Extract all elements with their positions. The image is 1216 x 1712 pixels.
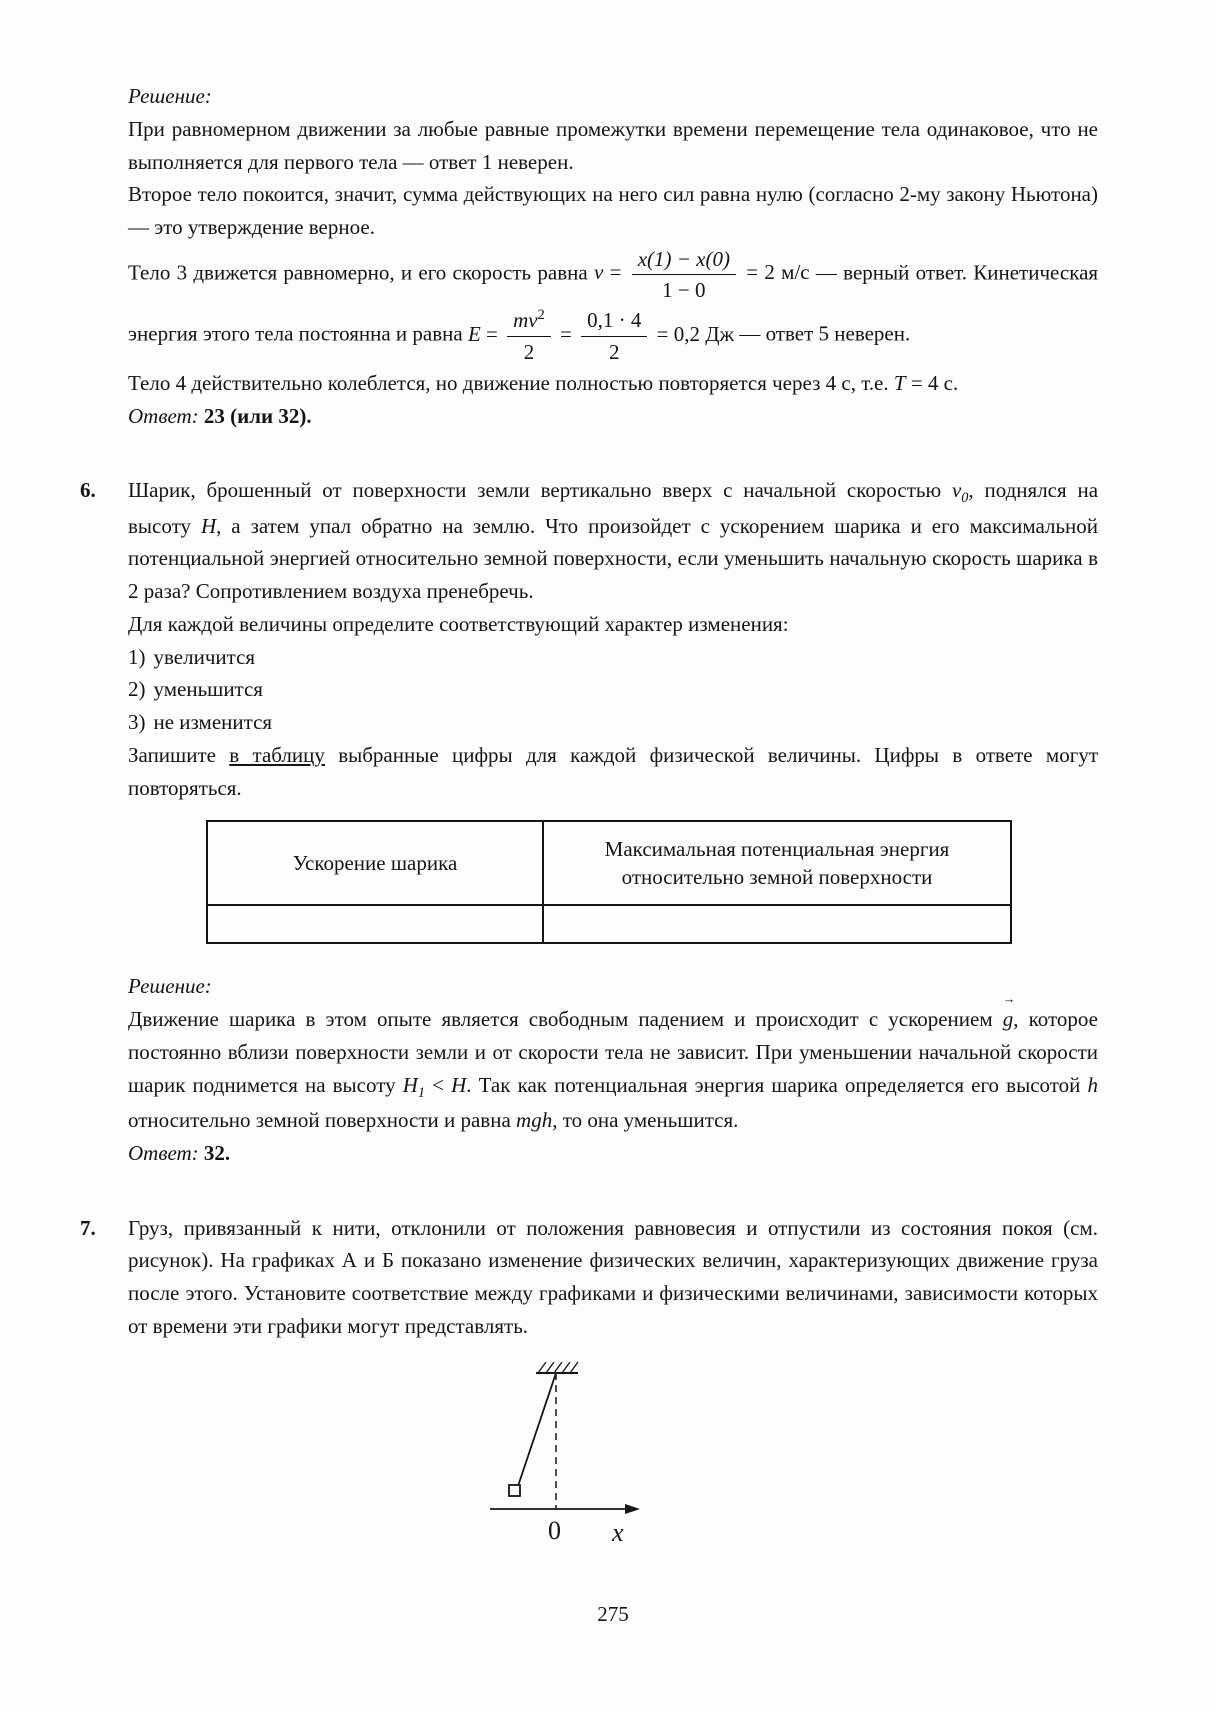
problem-text: , поднялся на высоту bbox=[128, 478, 1099, 538]
fraction-denominator: 2 bbox=[609, 339, 620, 364]
solution-text: — верный ответ. Кинетическая энергия этого тела постоянна и равна bbox=[128, 260, 1099, 346]
fraction-numerator: x(1) − x(0) bbox=[632, 246, 736, 275]
solution-text: , то она уменьшится. bbox=[552, 1108, 739, 1133]
var-letter: g bbox=[1002, 1007, 1014, 1032]
problem-7 bbox=[80, 1212, 1098, 1557]
solution-heading: Решение: bbox=[128, 974, 212, 999]
solution-paragraph-3 bbox=[128, 244, 1098, 367]
solution-text: . Так как потенциальная энергия шарика определяется его высотой bbox=[466, 1072, 1081, 1097]
var-H1 bbox=[402, 1072, 426, 1101]
origin-label: 0 bbox=[548, 1515, 561, 1545]
var-h: h bbox=[1087, 1072, 1098, 1097]
solution-text: Движение шарика в этом опыте является свободным падением и происходит с ускорением bbox=[128, 1007, 993, 1032]
option-unchanged bbox=[128, 706, 1098, 739]
subscript: 0 bbox=[961, 490, 969, 507]
x-axis-label: x bbox=[612, 1517, 624, 1547]
table-instruction bbox=[128, 739, 1098, 805]
var-H: H bbox=[200, 513, 217, 538]
solution-section-prev bbox=[128, 80, 1098, 432]
underlined-phrase: в таблицу bbox=[229, 742, 325, 767]
option-number: 2) bbox=[128, 677, 146, 702]
var-T: T bbox=[893, 370, 906, 395]
option-label: не изменится bbox=[153, 710, 273, 735]
var-v: v bbox=[593, 260, 604, 285]
option-decrease bbox=[128, 673, 1098, 706]
relation-sign: < bbox=[432, 1072, 444, 1097]
solution-paragraph-4 bbox=[128, 367, 1098, 400]
answer-line-6 bbox=[128, 1137, 1098, 1170]
solution-text: Тело 3 движется равномерно, и его скорость равна bbox=[128, 260, 588, 285]
option-increase bbox=[128, 641, 1098, 674]
var-H: H bbox=[451, 1072, 467, 1097]
option-label: увеличится bbox=[153, 644, 256, 669]
option-number: 1) bbox=[128, 644, 146, 669]
page-number: 275 bbox=[597, 1602, 629, 1627]
formula-result: = 0,2 Дж bbox=[656, 321, 735, 346]
answer-value: 23 (или 32). bbox=[203, 403, 312, 428]
answer-label: Ответ: bbox=[128, 403, 199, 428]
table-answer-cell-1 bbox=[207, 905, 543, 943]
vector-arrow-icon: → bbox=[1002, 991, 1016, 1006]
vector-g bbox=[1002, 991, 1016, 1036]
problem-number: 7. bbox=[80, 1215, 96, 1240]
answer-value: 32. bbox=[203, 1140, 231, 1165]
instruction-text: Запишите bbox=[128, 742, 216, 767]
table-header-row bbox=[207, 821, 1011, 905]
fraction-denominator: 1 − 0 bbox=[662, 278, 706, 302]
option-number: 3) bbox=[128, 710, 146, 735]
problem-6 bbox=[80, 474, 1099, 944]
solution-paragraph-1: При равномерном движении за любые равные промежутки времени перемещение тела одинаковое, что не выполняется для первого тела — ответ 1 неверен. bbox=[128, 116, 1098, 174]
answer-label: Ответ: bbox=[128, 1140, 199, 1165]
answer-line-prev bbox=[128, 400, 1098, 433]
equals-sign: = bbox=[486, 321, 498, 346]
table-header-potential-energy: Максимальная потенциальная энергия относительно земной поверхности bbox=[543, 821, 1011, 905]
var-mv: mv bbox=[513, 308, 538, 333]
var-letter: v bbox=[951, 478, 962, 503]
exponent: 2 bbox=[537, 307, 545, 324]
solution-heading: Решение: bbox=[128, 84, 212, 108]
equals-sign: = bbox=[560, 321, 572, 346]
answer-table bbox=[206, 820, 1012, 944]
solution-text: , которое постоянно вблизи поверхности земли и от скорости тела не зависит. При уменьшении начальной скорости шарик поднимется на высоту bbox=[128, 1007, 1098, 1097]
subscript: 1 bbox=[417, 1084, 426, 1101]
solution-section-6 bbox=[128, 970, 1098, 1169]
solution-text: = 4 с. bbox=[910, 370, 959, 395]
x-axis-arrow bbox=[625, 1504, 640, 1514]
problem7-text: Груз, привязанный к нити, отклонили от положения равновесия и отпустили из состояния покоя (см. рисунок). На графиках А и Б показано изменение физических величин, характеризующих движение груза после этого. Установите соответствие между графиками и физическими величинами, зависимости которых от времени эти графики могут представлять. bbox=[128, 1215, 1098, 1338]
pendulum-bob bbox=[509, 1485, 520, 1496]
instruction-text: выбранные цифры для каждой физической величины. Цифры в ответе могут повторяться. bbox=[128, 742, 1099, 800]
formula-result: = 2 м/с bbox=[746, 260, 810, 285]
solution-text: Тело 4 действительно колеблется, но движение полностью повторяется через 4 с, т.е. bbox=[128, 370, 889, 395]
problem6-text bbox=[128, 474, 1098, 608]
pendulum-figure bbox=[488, 1357, 688, 1557]
solution-text: — ответ 5 неверен. bbox=[739, 321, 911, 346]
var-E: E bbox=[467, 321, 481, 346]
var-v0 bbox=[951, 478, 969, 507]
pendulum-string bbox=[517, 1373, 556, 1489]
solution6-paragraph bbox=[128, 991, 1098, 1137]
table-answer-cell-2 bbox=[543, 905, 1011, 943]
equals-sign: = bbox=[609, 260, 622, 285]
pendulum-diagram bbox=[488, 1357, 688, 1547]
fraction-numerator bbox=[507, 307, 551, 336]
velocity-formula bbox=[593, 246, 810, 302]
problem-text: Шарик, брошенный от поверхности земли вертикально вверх с начальной скоростью bbox=[128, 478, 942, 503]
problem-text: , а затем упал обратно на землю. Что произойдет с ускорением шарика и его максимальной потенциальной энергией относительно земной поверхности, если уменьшить начальную скорость шарика в 2 раза? Сопротивлением воздуха пренебречь. bbox=[128, 513, 1098, 604]
var-letter: H bbox=[402, 1072, 418, 1097]
solution-paragraph-2: Второе тело покоится, значит, сумма действующих на него сил равна нулю (согласно 2-му закону Ньютона) — это утверждение верное. bbox=[128, 182, 1098, 239]
var-mgh: mgh bbox=[516, 1108, 553, 1133]
problem-number: 6. bbox=[80, 478, 96, 503]
fraction bbox=[581, 307, 647, 365]
fraction bbox=[507, 307, 551, 365]
table-answer-row bbox=[207, 905, 1011, 943]
table-header-acceleration: Ускорение шарика bbox=[207, 821, 543, 905]
solution-text: относительно земной поверхности и равна bbox=[128, 1108, 511, 1133]
option-label: уменьшится bbox=[153, 677, 263, 702]
fraction bbox=[632, 246, 736, 304]
fraction-denominator: 2 bbox=[523, 339, 535, 364]
problem6-prompt: Для каждой величины определите соответствующий характер изменения: bbox=[128, 611, 789, 636]
fraction-numerator: 0,1 · 4 bbox=[581, 307, 647, 336]
ceiling-hatch bbox=[536, 1362, 578, 1373]
